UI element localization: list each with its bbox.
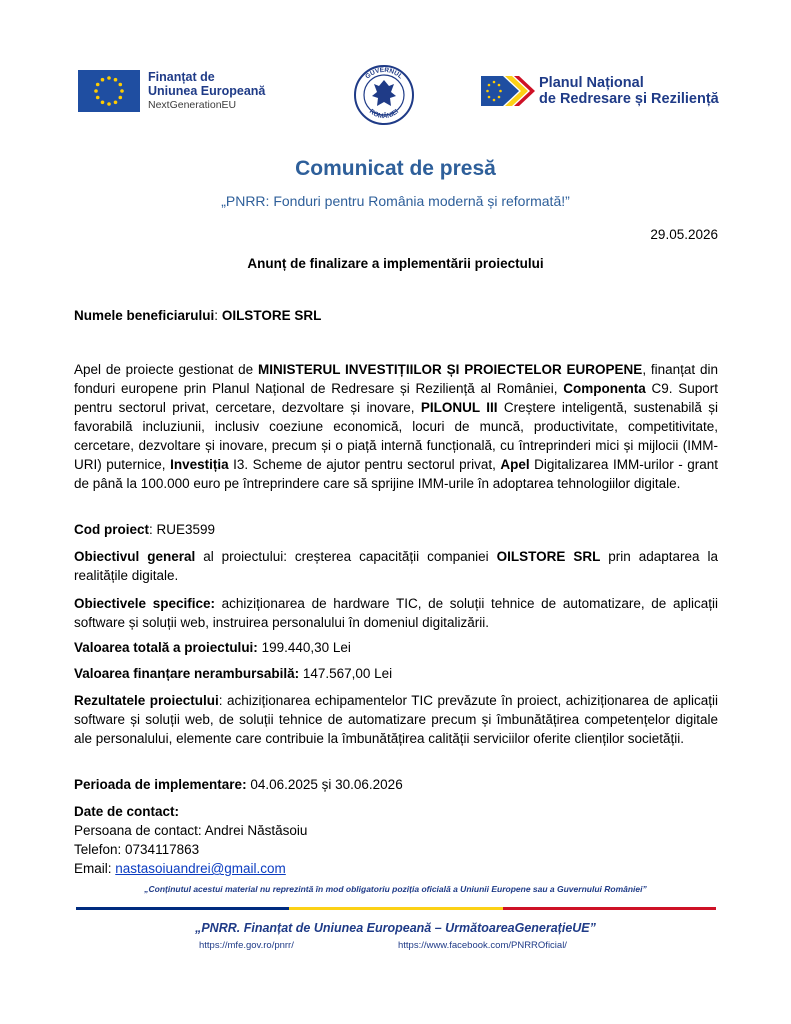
apel-label: Apel — [500, 457, 530, 472]
investitia-label: Investiția — [170, 457, 229, 472]
intro-text-2: , finanțat din fonduri europene prin Planul Național de Redresare și Reziliență al României, — [74, 362, 719, 396]
contact-phone: Telefon: 0734117863 — [74, 842, 200, 857]
eu-flag-icon — [78, 70, 140, 112]
email-link[interactable]: nastasoiuandrei@gmail.com — [115, 861, 286, 876]
government-seal-icon — [353, 64, 415, 126]
contact-label: Date de contact: — [74, 804, 180, 819]
total-value-line — [74, 638, 718, 657]
page-title: Comunicat de presă — [295, 157, 496, 180]
intro-text-6: Digitalizarea IMM-urilor - grant de până la 100.000 euro pe întreprindere care să sprijine IMM-urile în adoptarea tehnologiilor digitale. — [74, 457, 718, 491]
seal-text-top: GUVERNUL — [364, 66, 404, 81]
beneficiary-label: Numele beneficiarului — [74, 308, 215, 323]
contact-email-line — [74, 859, 718, 878]
intro-paragraph — [74, 360, 718, 493]
grant-value-label: Valoarea finanțare nerambursabilă: — [74, 666, 300, 681]
results-text: : achiziționarea echipamentelor TIC prevăzute în proiect, achiziționarea de aplicații software și soluții web, de soluții tehnice de automatizare precum și îmbunătățirea competențelor digitale ale personalului, elemente care contribuie la îmbunătățirea calității serviciilor oferite clienților societății. — [74, 693, 718, 746]
intro-text-5: I3. Scheme de ajutor pentru sectorul privat, — [228, 457, 501, 472]
contact-section — [74, 802, 718, 878]
announcement-heading: Anunț de finalizare a implementării proiectului — [247, 256, 544, 271]
disclaimer: „Conținutul acestui material nu reprezintă în mod obligatoriu poziția oficială a Uniunii Europene sau a Guvernului României” — [144, 884, 647, 894]
tricolor-divider — [76, 907, 716, 910]
pnrr-flag-icon — [481, 74, 535, 108]
pnrr-logo-line1: Planul Național — [539, 75, 644, 91]
project-code-line — [74, 520, 718, 539]
period-label: Perioada de implementare: — [74, 777, 247, 792]
grant-value: 147.567,00 Lei — [299, 666, 393, 681]
pilon-label: PILONUL III — [420, 400, 498, 415]
grant-value-line — [74, 664, 718, 683]
results-label: Rezultatele proiectului — [74, 693, 219, 708]
intro-text-3: C9. Suport pentru sectorul privat, cercetare, dezvoltare și inovare, — [74, 381, 718, 415]
general-objective-text-1: al proiectului: creșterea capacității companiei — [195, 549, 497, 564]
seal-text-bottom: ROMÂNIEI — [367, 108, 401, 121]
general-objective-label: Obiectivul general — [74, 549, 196, 564]
eu-logo-line2: Uniunea Europeană — [148, 84, 266, 98]
romanian-government-seal — [353, 64, 415, 126]
beneficiary-line: Numele beneficiarului: OILSTORE SRL — [74, 308, 322, 323]
ministry-name: MINISTERUL INVESTIȚIILOR ȘI PROIECTELOR EUROPENE — [257, 362, 643, 377]
eu-logo-line3: NextGenerationEU — [148, 99, 237, 111]
svg-text:ROMÂNIEI — [368, 108, 400, 120]
project-code-value: : RUE3599 — [149, 522, 216, 537]
eu-logo-line1: Finanțat de — [148, 70, 215, 84]
pnrr-logo-line2: de Redresare și Reziliență — [539, 91, 719, 107]
company-name: OILSTORE SRL — [496, 549, 601, 564]
intro-text-1: Apel de proiecte gestionat de — [74, 362, 258, 377]
footer-title: „PNRR. Finanțat de Uniunea Europeană – UrmătoareaGenerațieUE” — [195, 921, 596, 935]
contact-person: Persoana de contact: Andrei Năstăsoiu — [74, 823, 308, 838]
total-value-label: Valoarea totală a proiectului: — [74, 640, 258, 655]
eu-funding-logo — [78, 70, 265, 112]
specific-objectives-text: achiziționarea de hardware TIC, de soluții tehnice de automatizare, de aplicații software și soluții web, instruirea personalului în domeniul digitalizării. — [74, 596, 718, 630]
project-code-label: Cod proiect — [74, 522, 150, 537]
specific-objectives-label: Obiectivele specifice: — [74, 596, 215, 611]
total-value: 199.440,30 Lei — [257, 640, 351, 655]
specific-objectives — [74, 594, 718, 632]
email-label: Email: — [74, 861, 116, 876]
project-results — [74, 691, 718, 748]
footer-link-facebook[interactable]: https://www.facebook.com/PNRROficial/ — [398, 940, 567, 951]
intro-text-4: Creștere inteligentă, sustenabilă și favorabilă incluziunii, inclusiv coeziune economică, locuri de muncă, productivitate, competitivitate, cercetare, dezvoltare și inovare, precum și o piață internă funcțională, cu întreprinderi mici și mijlocii (IMM-URI) puternice, — [74, 400, 718, 472]
implementation-period-line — [74, 775, 718, 794]
document-date: 29.05.2026 — [650, 227, 718, 242]
page-subtitle: „PNRR: Fonduri pentru România modernă și reformată!” — [221, 193, 570, 209]
period-value: 04.06.2025 și 30.06.2026 — [246, 777, 403, 792]
pnrr-logo — [481, 74, 719, 108]
beneficiary-value: OILSTORE SRL — [221, 308, 322, 323]
general-objective — [74, 547, 718, 585]
footer-link-mfe[interactable]: https://mfe.gov.ro/pnrr/ — [199, 940, 294, 951]
general-objective-text-2: prin adaptarea la realitățile digitale. — [74, 549, 719, 583]
componenta-label: Componenta — [563, 381, 646, 396]
